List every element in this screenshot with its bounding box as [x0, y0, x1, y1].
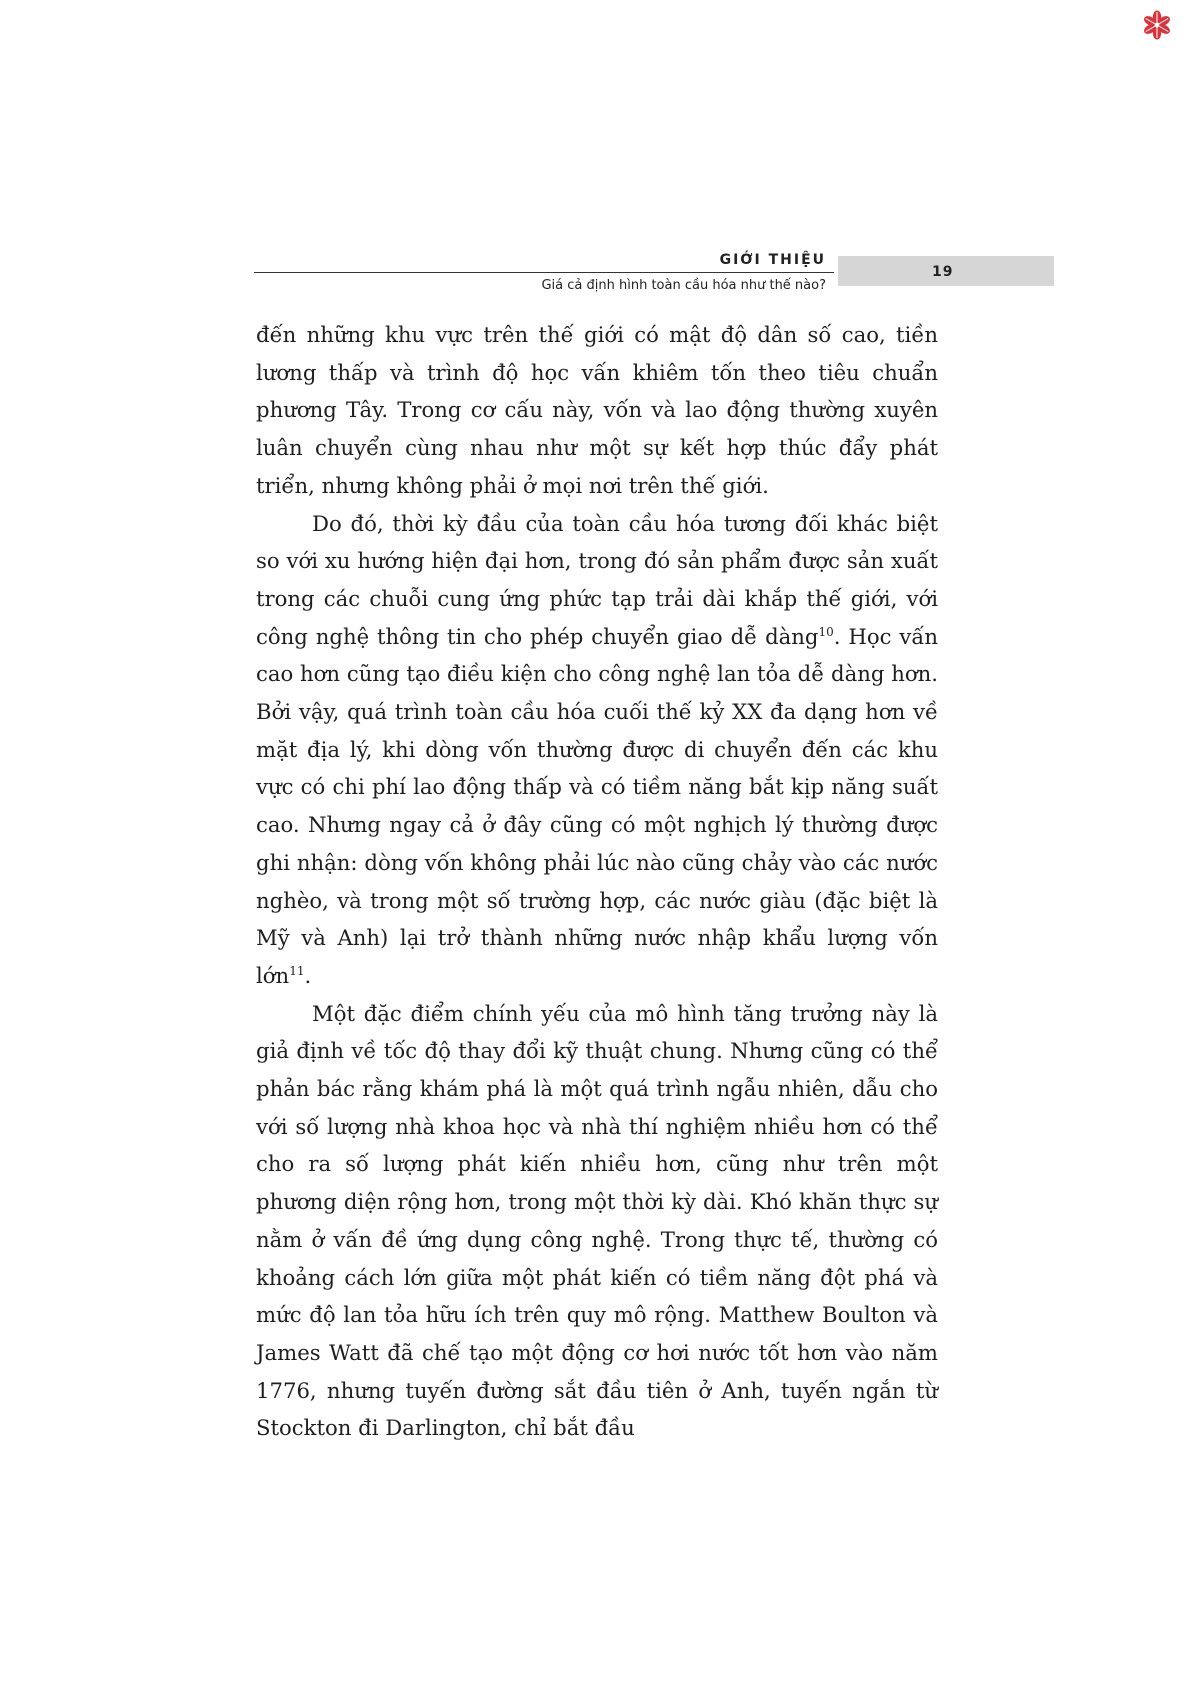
paragraph-early-globalization [256, 505, 938, 995]
paragraph-growth-model: Một đặc điểm chính yếu của mô hình tăng trưởng này là giả định về tốc độ thay đổi kỹ thuật chung. Nhưng cũng có thể phản bác rằng khám phá là một quá trình ngẫu nhiên, dẫu cho với số lượng nhà khoa học và nhà thí nghiệm nhiều hơn có thể cho ra số lượng phát kiến nhiều hơn, cũng như trên một phương diện rộng hơn, trong một thời kỳ dài. Khó khăn thực sự nằm ở vấn đề ứng dụng công nghệ. Trong thực tế, thường có khoảng cách lớn giữa một phát kiến có tiềm năng đột phá và mức độ lan tỏa hữu ích trên quy mô rộng. Matthew Boulton và James Watt đã chế tạo một động cơ hơi nước tốt hơn vào năm 1776, nhưng tuyến đường sắt đầu tiên ở Anh, tuyến ngắn từ Stockton đi Darlington, chỉ bắt đầu [256, 1000, 938, 1441]
publisher-flower-logo-icon [1142, 10, 1172, 40]
page-number-box [838, 256, 1054, 286]
paragraph-text-part: Do đó, thời kỳ đầu của toàn cầu hóa tương đối khác biệt so với xu hướng hiện đại hơn, trong đó sản phẩm được sản xuất trong các chuỗi cung ứng phức tạp trải dài khắp thế giới, với công nghệ thông tin cho phép chuyển giao dễ dàng [256, 510, 938, 649]
header-section-title: GIỚI THIỆU [719, 252, 826, 268]
paragraph-continuation: đến những khu vực trên thế giới có mật độ dân số cao, tiền lương thấp và trình độ học vấn khiêm tốn theo tiêu chuẩn phương Tây. Trong cơ cấu này, vốn và lao động thường xuyên luân chuyển cùng nhau như một sự kết hợp thúc đẩy phát triển, nhưng không phải ở mọi nơi trên thế giới. [256, 322, 938, 498]
page-number: 19 [932, 264, 954, 280]
header-subtitle: Giá cả định hình toàn cầu hóa như thế nào? [541, 278, 826, 293]
paragraph-text-part: . [304, 962, 312, 988]
footnote-ref-11[interactable]: 11 [289, 963, 305, 978]
paragraph-text-part: . Học vấn cao hơn cũng tạo điều kiện cho công nghệ lan tỏa dễ dàng hơn. Bởi vậy, quá trình toàn cầu hóa cuối thế kỷ XX đa dạng hơn về mặt địa lý, khi dòng vốn thường được di chuyển đến các khu vực có chi phí lao động thấp và có tiềm năng bắt kịp năng suất cao. Nhưng ngay cả ở đây cũng có một nghịch lý thường được ghi nhận: dòng vốn không phải lúc nào cũng chảy vào các nước nghèo, và trong một số trường hợp, các nước giàu (đặc biệt là Mỹ và Anh) lại trở thành những nước nhập khẩu lượng vốn lớn [256, 623, 938, 988]
body-text [256, 316, 938, 1447]
running-header [254, 252, 1054, 302]
header-rule [254, 272, 834, 273]
footnote-ref-10[interactable]: 10 [818, 624, 834, 639]
